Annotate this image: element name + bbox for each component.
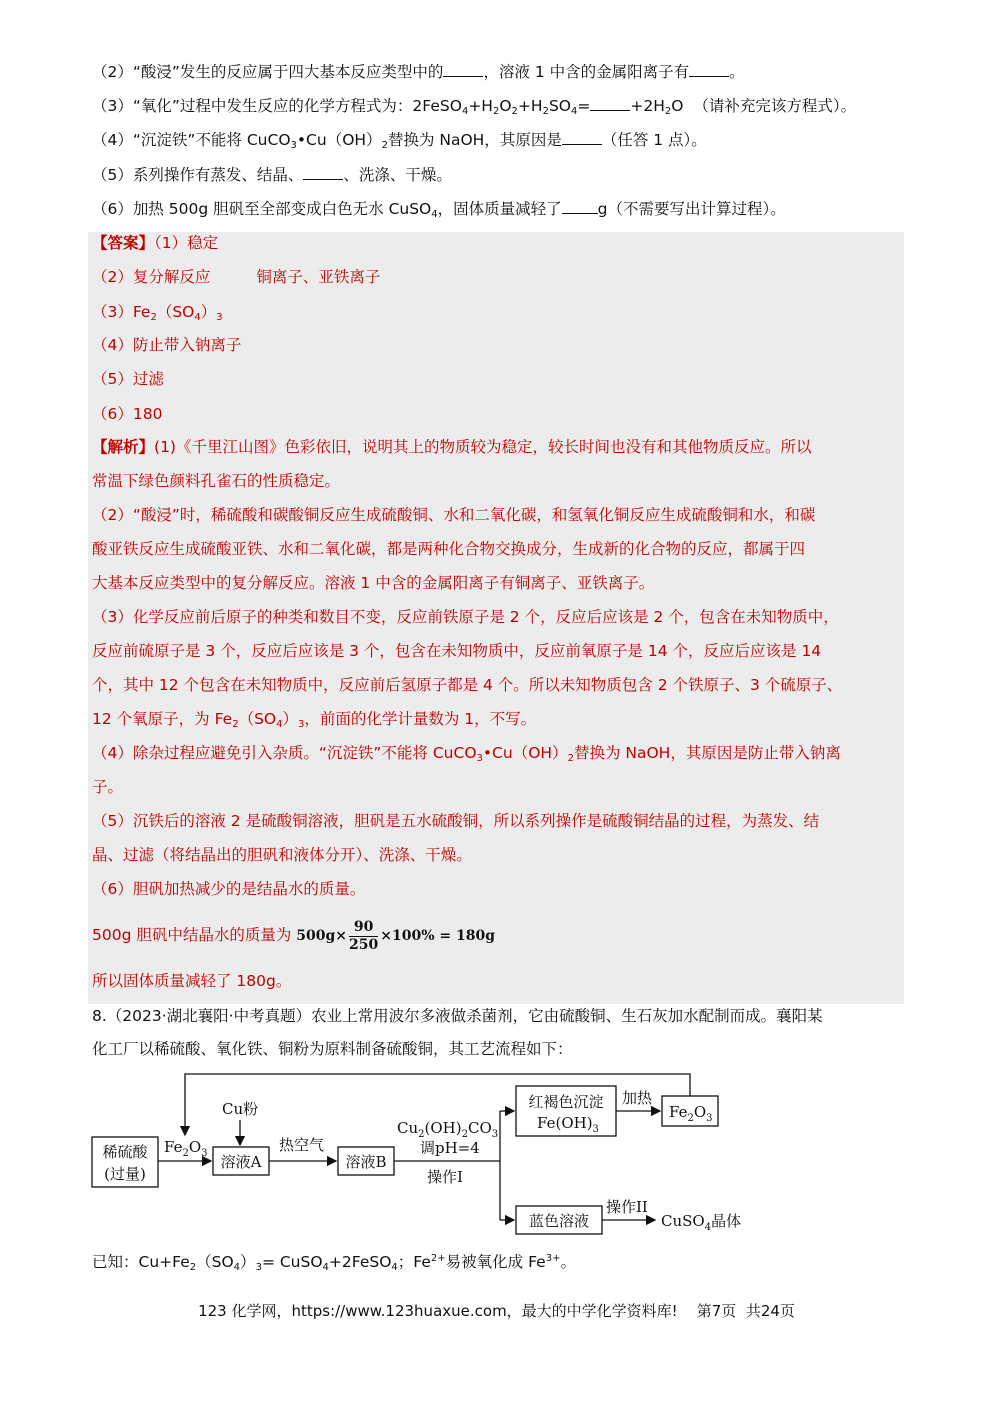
answer-4: （4）防止带入钠离子 <box>92 336 242 354</box>
analysis-6a: （6）胆矾加热减少的是结晶水的质量。 <box>92 880 366 898</box>
label-precipitate-1: 红褐色沉淀 <box>528 1093 604 1111</box>
analysis-4b: 子。 <box>92 778 124 796</box>
question-2: （2）“酸浸”发生的反应属于四大基本反应类型中的 ，溶液 1 中含的金属阳离子有 。 <box>92 63 745 81</box>
label-cu-powder: Cu粉 <box>222 1100 259 1118</box>
label-solution-b: 溶液B <box>345 1153 387 1171</box>
mass-formula: 500g× $\frac{90}{250}$ ×100% = 180g <box>296 918 496 953</box>
page-footer: 123 化学网，https://www.123huaxue.com，最大的中学化学资料库! 第7页 共24页 <box>198 1302 795 1320</box>
analysis-3c: 个，其中 12 个包含在未知物质中，反应前后氢原子都是 4 个。所以未知物质包含 2 个铁原子、3 个硫原子、 <box>92 676 843 694</box>
label-hot-air: 热空气 <box>279 1136 325 1154</box>
known-info: 已知：$Cu+Fe_2(SO_4)_3=$ CuSO$_4$+2FeSO$_4$；$Fe^{2+}$易被氧化成 $Fe^{3+}$。 <box>92 1253 576 1273</box>
analysis-3b: 反应前硫原子是 3 个，反应后应该是 3 个，包含在未知物质中，反应前氧原子是 14 个，反应后应该是 14 <box>92 642 822 660</box>
fraction: $\frac{90}{250}$ <box>349 918 379 953</box>
analysis-2c: 大基本反应类型中的复分解反应。溶液 1 中含的金属阳离子有铜离子、亚铁离子。 <box>92 574 655 592</box>
analysis-6b: 500g 胆矾中结晶水的质量为 500g× $\frac{90}{250}$ ×100% = 180g <box>92 918 496 953</box>
answer-3: $(3)Fe_2(SO_4)_3$ <box>92 303 223 323</box>
question-4: （4）“沉淀铁”不能将 $CuCO_3•Cu(OH)_2$替换为 NaOH，其原因是 （任答 1 点）。 <box>92 131 707 151</box>
analysis-3d: 12 个氧原子，为 $Fe_2(SO_4)_3$，前面的化学计量数为 1，不写。 <box>92 710 537 730</box>
question-3: （3）“氧化”过程中发生反应的化学方程式为：$2FeSO_4+H_2O_2+H_2SO_4= +2H_2O$ （请补充完该方程式）。 <box>92 97 857 117</box>
analysis-2a: （2）“酸浸”时，稀硫酸和碳酸铜反应生成硫酸铜、水和二氧化碳，和氢氧化铜反应生成硫酸铜和水，和碳 <box>92 506 816 524</box>
label-solution-a: 溶液A <box>220 1153 262 1171</box>
analysis-2b: 酸亚铁反应生成硫酸亚铁、水和二氧化碳，都是两种化合物交换成分，生成新的化合物的反应，都属于四 <box>92 540 806 558</box>
analysis-3a: （3）化学反应前后原子的种类和数目不变，反应前铁原子是 2 个，反应后应该是 2 个，包含在未知物质中， <box>92 608 839 626</box>
question-6: （6）加热 500g 胆矾至全部变成白色无水 CuSO$_4$，固体质量减轻了 g（不需要写出计算过程）。 <box>92 200 786 220</box>
analysis-5a: （5）沉铁后的溶液 2 是硫酸铜溶液，胆矾是五水硫酸铜，所以系列操作是硫酸铜结晶的过程，为蒸发、结 <box>92 812 820 830</box>
label-ph: 调pH=4 <box>420 1139 480 1157</box>
analysis-4a: （4）除杂过程应避免引入杂质。“沉淀铁”不能将 $CuCO_3•Cu(OH)_2$替换为 NaOH，其原因是防止带入钠离 <box>92 744 841 764</box>
label-cuso4-crystal: CuSO$_4$晶体 <box>661 1212 742 1233</box>
analysis-6c: 所以固体质量减轻了 180g。 <box>92 972 292 990</box>
label-operation-2: 操作II <box>606 1198 648 1216</box>
label-blue-solution: 蓝色溶液 <box>528 1212 590 1230</box>
label-precipitate-2: $Fe(OH)_3$ <box>537 1114 599 1135</box>
answer-1: 【答案】（1）稳定 <box>92 234 219 252</box>
answer-2: （2）复分解反应 铜离子、亚铁离子 <box>92 268 381 286</box>
label-fe2o3-input: $Fe_2O_3$ <box>164 1138 208 1159</box>
answer-5: （5）过滤 <box>92 370 164 388</box>
label-reagent: $Cu_2(OH)_2CO_3$ <box>397 1119 499 1140</box>
analysis-5b: 晶、过滤（将结晶出的胆矾和液体分开）、洗涤、干燥。 <box>92 846 472 864</box>
analysis-1b: 常温下绿色颜料孔雀石的性质稳定。 <box>92 472 341 490</box>
label-acid-1: 稀硫酸 <box>102 1143 148 1161</box>
question-8-line2: 化工厂以稀硫酸、氧化铁、铜粉为原料制备硫酸铜，其工艺流程如下： <box>92 1040 573 1058</box>
label-fe2o3-output: $Fe_2O_3$ <box>669 1103 713 1124</box>
question-8-line1: 8.（2023·湖北襄阳·中考真题）农业上常用波尔多液做杀菌剂，它由硫酸铜、生石灰加水配制而成。襄阳某 <box>92 1007 823 1025</box>
analysis-1a: 【解析】(1)《千里江山图》色彩依旧，说明其上的物质较为稳定，较长时间也没有和其他物质反应。所以 <box>92 438 812 456</box>
question-5: （5）系列操作有蒸发、结晶、 、洗涤、干燥。 <box>92 166 452 184</box>
answer-6: （6）180 <box>92 405 163 423</box>
label-acid-2: (过量) <box>104 1165 146 1183</box>
label-operation-1: 操作I <box>427 1168 463 1186</box>
label-heat: 加热 <box>622 1089 653 1107</box>
